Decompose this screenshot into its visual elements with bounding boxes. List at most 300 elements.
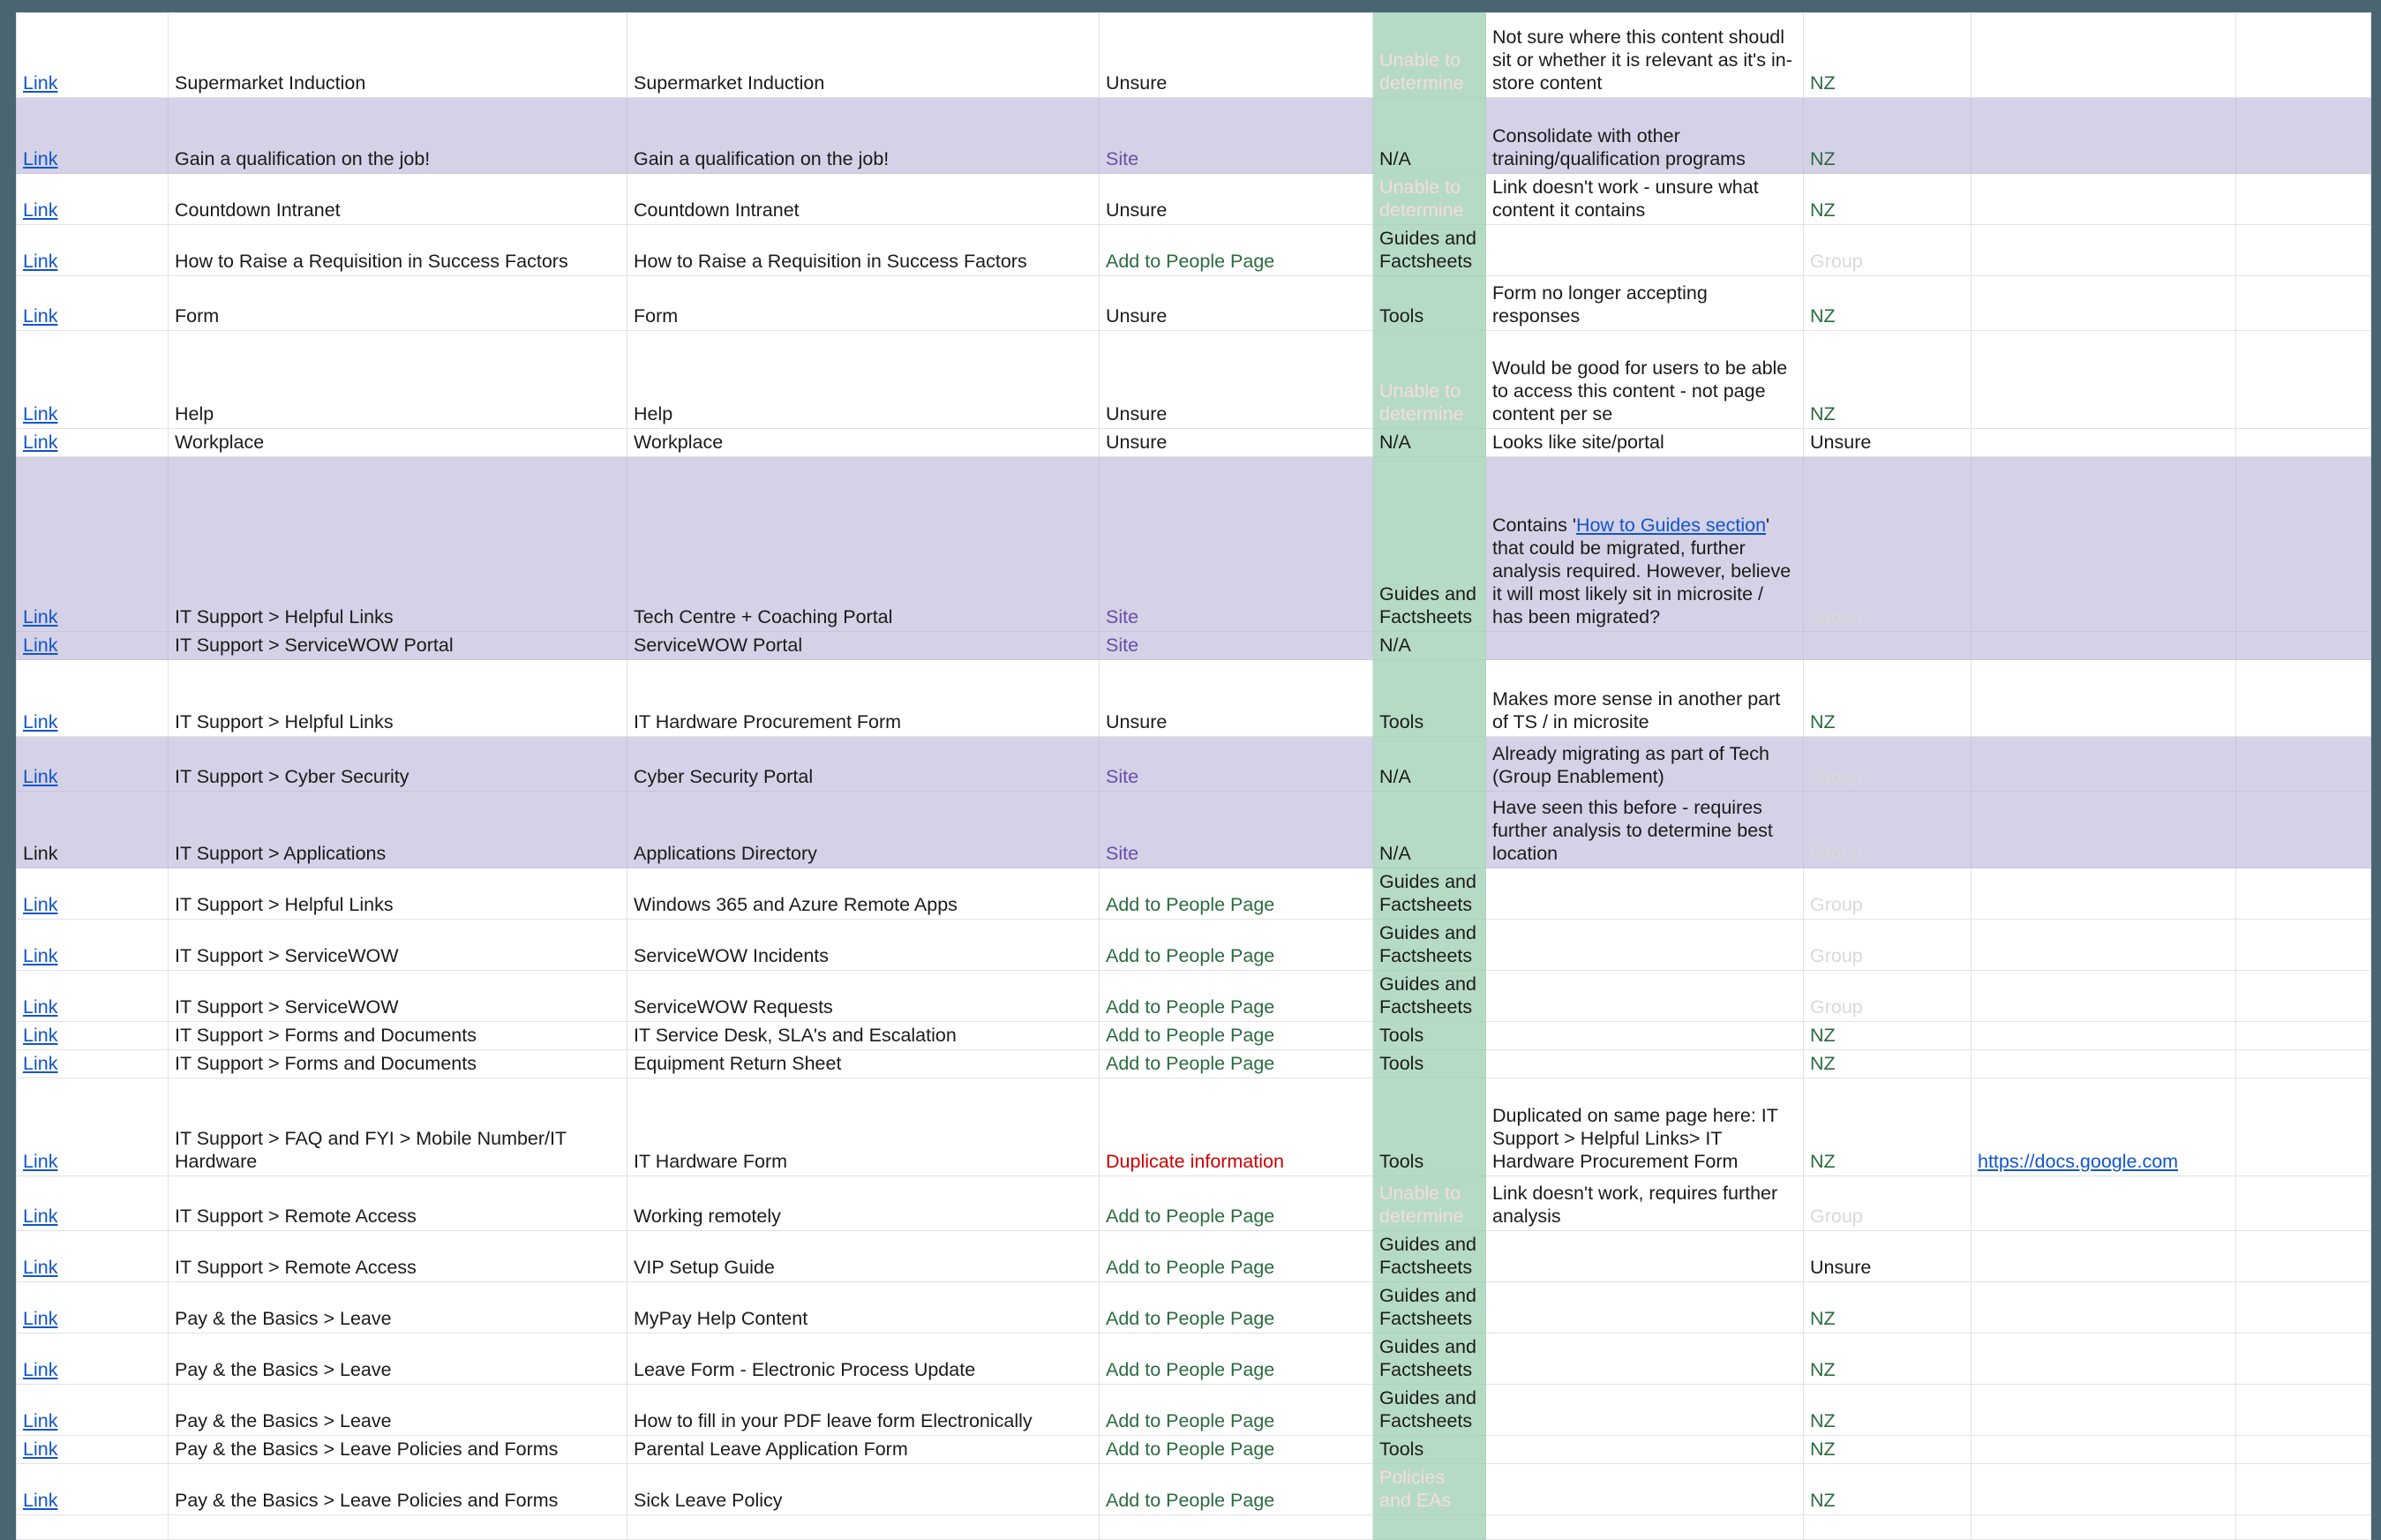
extra-cell[interactable] — [2236, 331, 2371, 429]
location-cell[interactable] — [169, 276, 627, 331]
location-cell[interactable] — [169, 1282, 627, 1333]
link-cell[interactable] — [17, 792, 169, 868]
extra-cell[interactable] — [2236, 971, 2371, 1022]
location-cell[interactable] — [169, 920, 627, 971]
extra-cell[interactable] — [2236, 13, 2371, 98]
row-link[interactable]: Link — [23, 1151, 58, 1172]
content-type-cell[interactable] — [1373, 13, 1486, 98]
spreadsheet-grid[interactable] — [16, 12, 2371, 1540]
content-type-cell[interactable] — [1373, 174, 1486, 225]
row-link[interactable]: Link — [23, 251, 58, 272]
owner-cell[interactable] — [1804, 1333, 1972, 1385]
table-row[interactable] — [17, 868, 2371, 920]
title-cell[interactable] — [627, 1385, 1100, 1436]
owner-cell[interactable] — [1804, 457, 1972, 632]
row-link[interactable]: Link — [23, 432, 58, 453]
title-cell[interactable] — [627, 632, 1100, 660]
location-cell[interactable] — [169, 971, 627, 1022]
url-cell[interactable] — [1972, 276, 2236, 331]
title-cell[interactable] — [627, 457, 1100, 632]
content-type-cell[interactable] — [1373, 737, 1486, 792]
location-cell[interactable] — [169, 225, 627, 276]
title-cell[interactable] — [627, 1022, 1100, 1050]
location-cell[interactable] — [169, 98, 627, 174]
table-row[interactable] — [17, 1282, 2371, 1333]
extra-cell[interactable] — [2236, 1385, 2371, 1436]
row-link[interactable]: Link — [23, 403, 58, 424]
row-link[interactable]: Link — [23, 766, 58, 787]
title-cell[interactable] — [627, 174, 1100, 225]
content-type-cell[interactable] — [1373, 971, 1486, 1022]
location-cell[interactable] — [169, 868, 627, 920]
url-cell[interactable] — [1972, 1176, 2236, 1231]
title-cell[interactable] — [627, 225, 1100, 276]
action-cell[interactable] — [1100, 1282, 1373, 1333]
table-row[interactable] — [17, 1436, 2371, 1464]
owner-cell[interactable] — [1804, 13, 1972, 98]
table-row[interactable] — [17, 920, 2371, 971]
content-type-cell[interactable] — [1373, 1022, 1486, 1050]
action-text: Add to People Page — [1106, 1053, 1275, 1074]
comment-cell[interactable] — [1486, 737, 1804, 792]
comment-cell[interactable] — [1486, 1022, 1804, 1050]
url-cell[interactable] — [1972, 1022, 2236, 1050]
location-cell[interactable] — [169, 1515, 627, 1540]
action-cell[interactable] — [1100, 971, 1373, 1022]
link-cell[interactable] — [17, 225, 169, 276]
url-cell[interactable] — [1972, 1515, 2236, 1540]
extra-cell[interactable] — [2236, 1022, 2371, 1050]
table-row[interactable] — [17, 429, 2371, 457]
extra-cell[interactable] — [2236, 98, 2371, 174]
action-cell[interactable] — [1100, 1515, 1373, 1540]
owner-cell[interactable] — [1804, 174, 1972, 225]
link-cell[interactable] — [17, 1231, 169, 1282]
title-cell[interactable] — [627, 1050, 1100, 1078]
extra-cell[interactable] — [2236, 174, 2371, 225]
owner-cell[interactable] — [1804, 1231, 1972, 1282]
link-cell[interactable] — [17, 1022, 169, 1050]
comment-cell[interactable] — [1486, 792, 1804, 868]
row-link[interactable]: Link — [23, 1257, 58, 1278]
location-cell[interactable] — [169, 1333, 627, 1385]
extra-cell[interactable] — [2236, 1282, 2371, 1333]
action-cell[interactable] — [1100, 457, 1373, 632]
row-link[interactable]: Link — [23, 894, 58, 915]
table-row[interactable] — [17, 737, 2371, 792]
owner-text: NZ — [1810, 72, 1836, 94]
action-cell[interactable] — [1100, 792, 1373, 868]
content-type-cell[interactable] — [1373, 1050, 1486, 1078]
row-link[interactable]: Link — [23, 1410, 58, 1431]
action-cell[interactable] — [1100, 331, 1373, 429]
title-cell[interactable] — [627, 737, 1100, 792]
url-cell[interactable] — [1972, 457, 2236, 632]
owner-cell[interactable] — [1804, 98, 1972, 174]
table-row[interactable] — [17, 1078, 2371, 1176]
comment-cell[interactable] — [1486, 1050, 1804, 1078]
spreadsheet-viewport[interactable] — [16, 12, 2362, 1511]
url-cell[interactable] — [1972, 98, 2236, 174]
owner-cell[interactable] — [1804, 331, 1972, 429]
owner-cell[interactable] — [1804, 920, 1972, 971]
title-cell[interactable] — [627, 920, 1100, 971]
content-type-text: Tools — [1379, 1053, 1424, 1074]
extra-cell[interactable] — [2236, 429, 2371, 457]
extra-cell[interactable] — [2236, 1050, 2371, 1078]
content-type-cell[interactable] — [1373, 660, 1486, 737]
action-cell[interactable] — [1100, 174, 1373, 225]
action-cell[interactable] — [1100, 920, 1373, 971]
content-type-cell[interactable] — [1373, 276, 1486, 331]
location-cell[interactable] — [169, 429, 627, 457]
row-link[interactable]: Link — [23, 1308, 58, 1329]
action-cell[interactable] — [1100, 98, 1373, 174]
comment-cell[interactable] — [1486, 429, 1804, 457]
owner-cell[interactable] — [1804, 1022, 1972, 1050]
link-cell[interactable] — [17, 920, 169, 971]
table-row[interactable] — [17, 225, 2371, 276]
url-cell[interactable] — [1972, 1385, 2236, 1436]
link-cell[interactable] — [17, 1078, 169, 1176]
row-link[interactable]: Link — [23, 635, 58, 656]
comment-cell[interactable] — [1486, 457, 1804, 632]
comment-cell[interactable] — [1486, 632, 1804, 660]
row-link[interactable]: Link — [23, 1206, 58, 1227]
action-cell[interactable] — [1100, 1231, 1373, 1282]
table-row[interactable] — [17, 276, 2371, 331]
table-row[interactable] — [17, 1333, 2371, 1385]
title-cell[interactable] — [627, 1464, 1100, 1515]
content-type-text: N/A — [1379, 148, 1411, 169]
owner-cell[interactable] — [1804, 276, 1972, 331]
table-row[interactable] — [17, 1464, 2371, 1515]
action-cell[interactable] — [1100, 1078, 1373, 1176]
url-cell[interactable] — [1972, 971, 2236, 1022]
comment-cell[interactable] — [1486, 13, 1804, 98]
link-cell[interactable] — [17, 1464, 169, 1515]
link-cell[interactable] — [17, 98, 169, 174]
location-cell[interactable] — [169, 1176, 627, 1231]
title-cell[interactable] — [627, 429, 1100, 457]
owner-cell[interactable] — [1804, 1464, 1972, 1515]
table-row[interactable] — [17, 174, 2371, 225]
owner-cell[interactable] — [1804, 225, 1972, 276]
row-link[interactable]: Link — [23, 996, 58, 1018]
link-cell[interactable] — [17, 660, 169, 737]
comment-cell[interactable] — [1486, 1078, 1804, 1176]
extra-cell[interactable] — [2236, 920, 2371, 971]
table-row[interactable] — [17, 792, 2371, 868]
title-cell[interactable] — [627, 1176, 1100, 1231]
location-cell[interactable] — [169, 792, 627, 868]
link-cell[interactable] — [17, 429, 169, 457]
comment-cell[interactable] — [1486, 1282, 1804, 1333]
table-row[interactable] — [17, 1176, 2371, 1231]
location-cell[interactable] — [169, 457, 627, 632]
owner-cell[interactable] — [1804, 429, 1972, 457]
owner-cell[interactable] — [1804, 1436, 1972, 1464]
url-cell[interactable] — [1972, 13, 2236, 98]
content-type-cell[interactable] — [1373, 1515, 1486, 1540]
url-cell[interactable] — [1972, 1436, 2236, 1464]
title-cell[interactable] — [627, 971, 1100, 1022]
title-cell[interactable] — [627, 1333, 1100, 1385]
comment-cell[interactable] — [1486, 225, 1804, 276]
link-cell[interactable] — [17, 1050, 169, 1078]
row-link[interactable]: Link — [23, 945, 58, 966]
title-cell[interactable] — [627, 1078, 1100, 1176]
title-cell[interactable] — [627, 1282, 1100, 1333]
url-cell[interactable] — [1972, 1464, 2236, 1515]
location-cell[interactable] — [169, 1464, 627, 1515]
table-row[interactable] — [17, 457, 2371, 632]
content-type-cell[interactable] — [1373, 1464, 1486, 1515]
link-cell[interactable] — [17, 971, 169, 1022]
content-type-cell[interactable] — [1373, 1385, 1486, 1436]
row-link[interactable]: Link — [23, 148, 58, 169]
row-link[interactable]: Link — [23, 606, 58, 627]
row-link[interactable]: Link — [23, 711, 58, 732]
table-row[interactable] — [17, 13, 2371, 98]
url-cell[interactable] — [1972, 868, 2236, 920]
location-cell[interactable] — [169, 1436, 627, 1464]
url-cell[interactable] — [1972, 737, 2236, 792]
table-row[interactable] — [17, 1050, 2371, 1078]
owner-cell[interactable] — [1804, 632, 1972, 660]
url-link[interactable]: https://docs.google.com — [1978, 1151, 2179, 1172]
title-cell[interactable] — [627, 868, 1100, 920]
comment-cell[interactable] — [1486, 276, 1804, 331]
location-text: Countdown Intranet — [175, 199, 341, 221]
url-cell[interactable] — [1972, 331, 2236, 429]
link-cell[interactable] — [17, 868, 169, 920]
title-cell[interactable] — [627, 331, 1100, 429]
extra-cell[interactable] — [2236, 1231, 2371, 1282]
title-cell[interactable] — [627, 1515, 1100, 1540]
title-cell[interactable] — [627, 98, 1100, 174]
comment-cell[interactable] — [1486, 1464, 1804, 1515]
comment-cell[interactable] — [1486, 1385, 1804, 1436]
table-row[interactable] — [17, 1022, 2371, 1050]
comment-cell[interactable] — [1486, 920, 1804, 971]
row-link[interactable]: Link — [23, 1359, 58, 1380]
comment-text: Consolidate with other training/qualification programs — [1492, 125, 1746, 169]
action-cell[interactable] — [1100, 737, 1373, 792]
location-text: Form — [175, 305, 220, 327]
action-cell[interactable] — [1100, 276, 1373, 331]
owner-cell[interactable] — [1804, 1515, 1972, 1540]
row-link[interactable]: Link — [23, 305, 58, 327]
location-cell[interactable] — [169, 632, 627, 660]
extra-cell[interactable] — [2236, 792, 2371, 868]
row-link[interactable]: Link — [23, 1053, 58, 1074]
owner-cell[interactable] — [1804, 1385, 1972, 1436]
location-cell[interactable] — [169, 13, 627, 98]
url-cell[interactable] — [1972, 920, 2236, 971]
title-cell[interactable] — [627, 660, 1100, 737]
extra-cell[interactable] — [2236, 868, 2371, 920]
action-text: Site — [1106, 606, 1139, 627]
link-cell[interactable] — [17, 737, 169, 792]
owner-cell[interactable] — [1804, 971, 1972, 1022]
location-cell[interactable] — [169, 1050, 627, 1078]
action-cell[interactable] — [1100, 13, 1373, 98]
extra-cell[interactable] — [2236, 457, 2371, 632]
table-row[interactable] — [17, 632, 2371, 660]
extra-cell[interactable] — [2236, 1436, 2371, 1464]
content-type-cell[interactable] — [1373, 1231, 1486, 1282]
content-type-text: Guides and Factsheets — [1379, 1387, 1476, 1431]
action-cell[interactable] — [1100, 429, 1373, 457]
url-cell[interactable] — [1972, 1282, 2236, 1333]
owner-cell[interactable] — [1804, 868, 1972, 920]
action-cell[interactable] — [1100, 1385, 1373, 1436]
action-cell[interactable] — [1100, 1333, 1373, 1385]
url-cell[interactable] — [1972, 1050, 2236, 1078]
comment-cell[interactable] — [1486, 98, 1804, 174]
link-cell[interactable] — [17, 276, 169, 331]
row-link[interactable]: Link — [23, 1439, 58, 1460]
location-cell[interactable] — [169, 174, 627, 225]
content-type-cell[interactable] — [1373, 225, 1486, 276]
link-cell[interactable] — [17, 174, 169, 225]
comment-cell[interactable] — [1486, 331, 1804, 429]
title-cell[interactable] — [627, 13, 1100, 98]
owner-cell[interactable] — [1804, 1050, 1972, 1078]
url-cell[interactable] — [1972, 174, 2236, 225]
owner-cell[interactable] — [1804, 660, 1972, 737]
content-type-cell[interactable] — [1373, 1282, 1486, 1333]
row-link[interactable]: Link — [23, 1025, 58, 1046]
action-cell[interactable] — [1100, 868, 1373, 920]
content-type-cell[interactable] — [1373, 1176, 1486, 1231]
comment-cell[interactable] — [1486, 1515, 1804, 1540]
location-cell[interactable] — [169, 1385, 627, 1436]
link-cell[interactable] — [17, 1515, 169, 1540]
owner-cell[interactable] — [1804, 737, 1972, 792]
link-cell[interactable] — [17, 1333, 169, 1385]
title-cell[interactable] — [627, 276, 1100, 331]
location-cell[interactable] — [169, 331, 627, 429]
extra-cell[interactable] — [2236, 1078, 2371, 1176]
link-cell[interactable] — [17, 632, 169, 660]
extra-cell[interactable] — [2236, 1515, 2371, 1540]
location-cell[interactable] — [169, 1231, 627, 1282]
content-type-cell[interactable] — [1373, 457, 1486, 632]
content-type-cell[interactable] — [1373, 920, 1486, 971]
content-type-cell[interactable] — [1373, 1078, 1486, 1176]
table-row[interactable] — [17, 331, 2371, 429]
comment-cell[interactable] — [1486, 1333, 1804, 1385]
url-cell[interactable] — [1972, 1231, 2236, 1282]
extra-cell[interactable] — [2236, 225, 2371, 276]
owner-cell[interactable] — [1804, 1176, 1972, 1231]
comment-inline-link[interactable]: How to Guides section — [1575, 515, 1767, 536]
title-cell[interactable] — [627, 1231, 1100, 1282]
row-link[interactable]: Link — [23, 199, 58, 221]
owner-cell[interactable] — [1804, 792, 1972, 868]
comment-cell[interactable] — [1486, 1176, 1804, 1231]
action-cell[interactable] — [1100, 225, 1373, 276]
content-type-cell[interactable] — [1373, 1333, 1486, 1385]
content-type-cell[interactable] — [1373, 632, 1486, 660]
table-row[interactable] — [17, 98, 2371, 174]
action-cell[interactable] — [1100, 1464, 1373, 1515]
url-cell[interactable] — [1972, 429, 2236, 457]
action-cell[interactable] — [1100, 1436, 1373, 1464]
extra-cell[interactable] — [2236, 276, 2371, 331]
action-cell[interactable] — [1100, 660, 1373, 737]
content-type-cell[interactable] — [1373, 1436, 1486, 1464]
comment-cell[interactable] — [1486, 1436, 1804, 1464]
table-row[interactable] — [17, 1515, 2371, 1540]
location-cell[interactable] — [169, 660, 627, 737]
url-cell[interactable] — [1972, 660, 2236, 737]
extra-cell[interactable] — [2236, 1333, 2371, 1385]
link-cell[interactable] — [17, 457, 169, 632]
action-cell[interactable] — [1100, 1050, 1373, 1078]
location-cell[interactable] — [169, 1078, 627, 1176]
link-cell[interactable] — [17, 13, 169, 98]
comment-text: Would be good for users to be able to access this content - not page content per se — [1492, 357, 1788, 424]
extra-cell[interactable] — [2236, 737, 2371, 792]
action-cell[interactable] — [1100, 632, 1373, 660]
link-cell[interactable] — [17, 1176, 169, 1231]
comment-cell[interactable] — [1486, 971, 1804, 1022]
url-cell[interactable] — [1972, 1333, 2236, 1385]
extra-cell[interactable] — [2236, 660, 2371, 737]
table-row[interactable] — [17, 660, 2371, 737]
row-link[interactable]: Link — [23, 1490, 58, 1511]
location-cell[interactable] — [169, 737, 627, 792]
owner-cell[interactable] — [1804, 1282, 1972, 1333]
location-text: IT Support > Applications — [175, 843, 387, 864]
owner-cell[interactable] — [1804, 1078, 1972, 1176]
title-cell[interactable] — [627, 792, 1100, 868]
comment-cell[interactable] — [1486, 868, 1804, 920]
link-cell[interactable] — [17, 1436, 169, 1464]
title-cell[interactable] — [627, 1436, 1100, 1464]
link-cell[interactable] — [17, 331, 169, 429]
table-row[interactable] — [17, 971, 2371, 1022]
row-link[interactable]: Link — [23, 72, 58, 94]
comment-cell[interactable] — [1486, 1231, 1804, 1282]
content-type-cell[interactable] — [1373, 98, 1486, 174]
extra-cell[interactable] — [2236, 1464, 2371, 1515]
url-cell[interactable] — [1972, 1078, 2236, 1176]
content-type-cell[interactable] — [1373, 792, 1486, 868]
content-type-text: Tools — [1379, 1439, 1424, 1460]
content-type-cell[interactable] — [1373, 331, 1486, 429]
url-cell[interactable] — [1972, 225, 2236, 276]
content-type-cell[interactable] — [1373, 868, 1486, 920]
extra-cell[interactable] — [2236, 1176, 2371, 1231]
location-cell[interactable] — [169, 1022, 627, 1050]
comment-cell[interactable] — [1486, 174, 1804, 225]
link-cell[interactable] — [17, 1385, 169, 1436]
action-cell[interactable] — [1100, 1176, 1373, 1231]
url-cell[interactable] — [1972, 792, 2236, 868]
url-cell[interactable] — [1972, 632, 2236, 660]
table-row[interactable] — [17, 1385, 2371, 1436]
extra-cell[interactable] — [2236, 632, 2371, 660]
action-cell[interactable] — [1100, 1022, 1373, 1050]
comment-cell[interactable] — [1486, 660, 1804, 737]
table-row[interactable] — [17, 1231, 2371, 1282]
content-type-cell[interactable] — [1373, 429, 1486, 457]
link-cell[interactable] — [17, 1282, 169, 1333]
